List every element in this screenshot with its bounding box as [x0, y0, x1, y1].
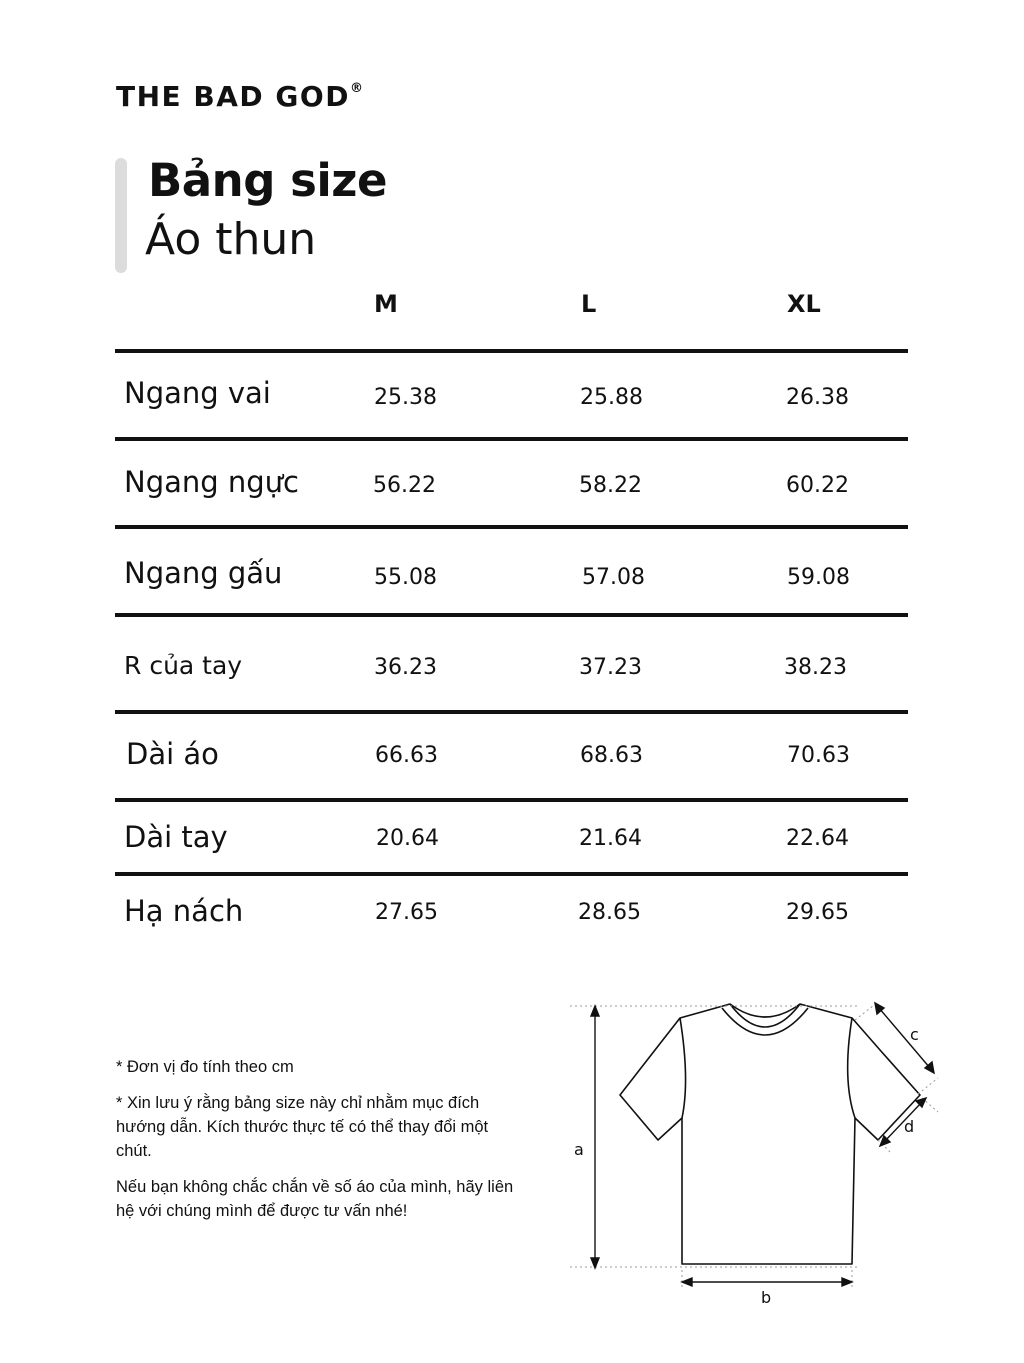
label-a: a	[574, 1140, 584, 1159]
brand-name: THE BAD GOD	[116, 80, 350, 113]
title-accent-bar	[115, 158, 127, 273]
contact-note: Nếu bạn không chắc chắn về số áo của mình, hãy liên hệ với chúng mình để được tư vấn nhé!	[116, 1178, 514, 1220]
table-divider	[115, 872, 908, 876]
row-label-r-cua-tay: R của tay	[124, 651, 243, 680]
page-subtitle: Áo thun	[145, 214, 317, 265]
column-header-l: L	[581, 290, 597, 318]
row-label-dai-ao: Dài áo	[126, 737, 219, 771]
registered-mark: ®	[349, 80, 365, 96]
table-cell: 25.38	[374, 385, 437, 410]
page-title: Bảng size	[148, 154, 388, 207]
brand-logo	[116, 80, 364, 113]
table-cell: 58.22	[579, 473, 642, 498]
table-divider	[115, 525, 908, 529]
table-cell: 20.64	[376, 826, 439, 851]
table-cell: 28.65	[578, 900, 641, 925]
table-cell: 21.64	[579, 826, 642, 851]
size-notes	[116, 1055, 516, 1235]
table-cell: 68.63	[580, 743, 643, 768]
label-d: d	[904, 1117, 915, 1136]
row-label-ha-nach: Hạ nách	[124, 894, 244, 928]
table-cell: 66.63	[375, 743, 438, 768]
row-label-ngang-nguc: Ngang ngực	[124, 465, 299, 499]
table-cell: 55.08	[374, 565, 437, 590]
table-divider	[115, 349, 908, 353]
row-label-ngang-gau: Ngang gấu	[124, 556, 283, 590]
table-cell: 29.65	[786, 900, 849, 925]
column-header-m: M	[374, 290, 398, 318]
tshirt-outline-icon	[620, 1004, 920, 1264]
column-header-xl: XL	[787, 290, 821, 318]
table-cell: 36.23	[374, 655, 437, 680]
table-cell: 59.08	[787, 565, 850, 590]
table-divider	[115, 798, 908, 802]
table-cell: 38.23	[784, 655, 847, 680]
unit-note: * Đơn vị đo tính theo cm	[116, 1058, 294, 1076]
label-c: c	[910, 1025, 919, 1044]
table-cell: 60.22	[786, 473, 849, 498]
label-b: b	[761, 1288, 772, 1307]
tshirt-measurement-diagram	[560, 990, 960, 1320]
table-divider	[115, 710, 908, 714]
table-cell: 22.64	[786, 826, 849, 851]
row-label-ngang-vai: Ngang vai	[124, 376, 271, 410]
table-divider	[115, 437, 908, 441]
table-cell: 27.65	[375, 900, 438, 925]
table-cell: 56.22	[373, 473, 436, 498]
disclaimer-note: * Xin lưu ý rằng bảng size này chỉ nhằm mục đích hướng dẫn. Kích thước thực tế có thể thay đổi một chút.	[116, 1094, 489, 1160]
table-cell: 26.38	[786, 385, 849, 410]
table-cell: 57.08	[582, 565, 645, 590]
row-label-dai-tay: Dài tay	[124, 820, 228, 854]
table-cell: 25.88	[580, 385, 643, 410]
table-cell: 70.63	[787, 743, 850, 768]
table-cell: 37.23	[579, 655, 642, 680]
table-divider	[115, 613, 908, 617]
